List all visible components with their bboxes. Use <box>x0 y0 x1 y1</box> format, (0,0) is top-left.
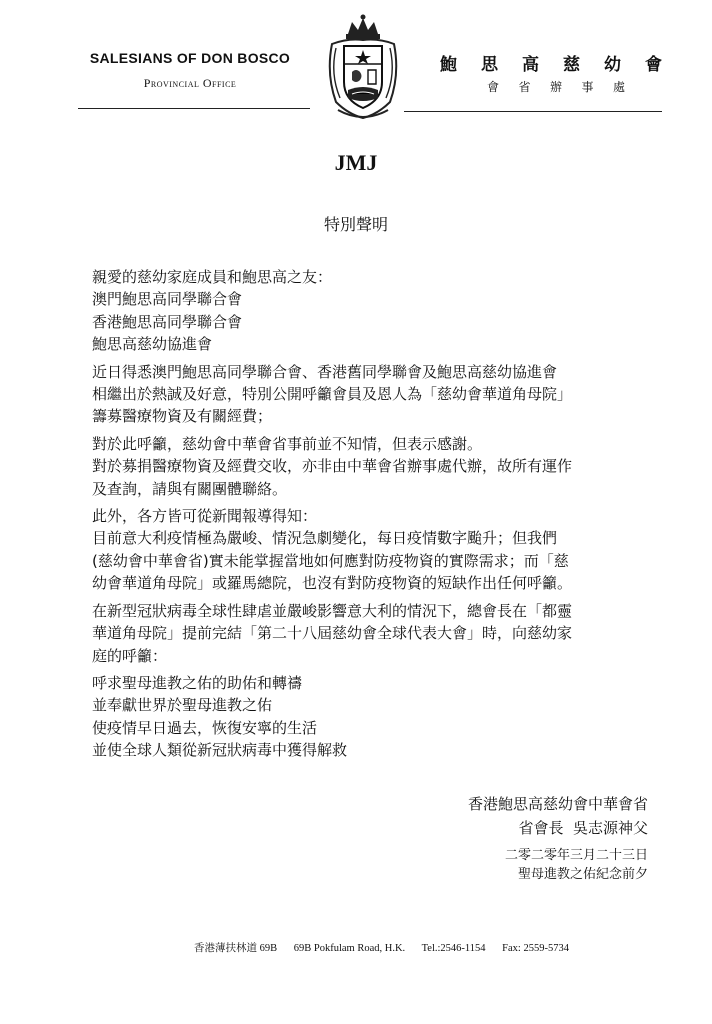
text-line: 在新型冠狀病毒全球性肆虐並嚴峻影響意大利的情況下，總會長在「都靈 <box>92 601 573 620</box>
text-line: 華道角母院」提前完結「第二十八屆慈幼會全球代表大會」時，向慈幼家 <box>92 624 573 643</box>
text-line: 親愛的慈幼家庭成員和鮑思高之友： <box>92 268 333 286</box>
text-line: 庭的呼籲： <box>92 646 168 665</box>
footer-address-english: 69B Pokfulam Road, H.K. <box>293 943 406 954</box>
text-line: 目前意大利疫情極為嚴峻、情況急劇變化，每日疫情數字颱升；但我們 <box>92 529 558 548</box>
text-line: 此外，各方皆可從新聞報導得知： <box>92 507 318 526</box>
footer-contact <box>194 940 583 955</box>
document-title: 特別聲明 <box>323 215 388 234</box>
letter-body <box>92 266 652 767</box>
text-line: 相繼出於熱誠及好意，特別公開呼籲會員及恩人為「慈幼會華道角母院」 <box>92 385 573 404</box>
letterhead-rule-left <box>78 108 310 109</box>
paragraph-prayer <box>92 672 652 762</box>
occasion-line: 聖母進教之佑紀念前夕 <box>517 867 648 882</box>
org-name-english: SALESIANS OF DON BOSCO <box>89 50 291 66</box>
text-line: 籌募醫療物資及有關經費； <box>92 407 273 426</box>
org-name-chinese <box>440 50 662 75</box>
org-zh-char: 會 <box>645 55 662 75</box>
text-line: 近日得悉澳門鮑思高同學聯合會、香港舊同學聯會及鮑思高慈幼協進會 <box>92 362 558 381</box>
text-line: 對於募捐醫療物資及經費交收，亦非由中華會省辦事處代辦，故所有運作 <box>92 457 573 476</box>
signature-org: 香港鮑思高慈幼會中華會省 <box>467 795 648 813</box>
paragraph-rector-major-appeal <box>92 600 652 667</box>
text-line: 鮑思高慈幼協進會 <box>92 335 213 354</box>
org-zh-char: 鮑 <box>440 55 457 75</box>
org-zh-char: 慈 <box>563 55 580 75</box>
org-subtitle-english: Provincial Office <box>143 76 237 90</box>
paragraph-appeal-notice <box>92 361 652 428</box>
org-zh-char: 高 <box>522 55 539 75</box>
org-zh-sub-char: 會 <box>487 80 500 94</box>
date-block <box>505 846 648 884</box>
footer-fax: Fax: 2559-5734 <box>502 943 569 954</box>
text-line: 澳門鮑思高同學聯合會 <box>92 290 243 309</box>
org-zh-sub-char: 省 <box>518 80 531 94</box>
text-line: 幼會華道角母院」或羅馬總院，也沒有對防疫物資的短缺作出任何呼籲。 <box>92 574 573 593</box>
text-line: 並奉獻世界於聖母進教之佑 <box>92 696 273 715</box>
jmj-heading: JMJ <box>334 150 378 175</box>
org-zh-sub-char: 辦 <box>549 80 562 94</box>
paragraph-salutation <box>92 266 652 356</box>
text-line: 並使全球人類從新冠狀病毒中獲得解救 <box>92 741 348 760</box>
salesian-coat-of-arms-icon <box>318 14 408 122</box>
org-zh-char: 幼 <box>604 55 621 75</box>
org-zh-sub-char: 處 <box>612 80 625 94</box>
date-line: 二零二零年三月二十三日 <box>504 848 648 863</box>
text-line: 對於此呼籲，慈幼會中華會省事前並不知情，但表示感謝。 <box>92 434 483 453</box>
paragraph-italy-situation <box>92 505 652 595</box>
text-line: 呼求聖母進教之佑的助佑和轉禱 <box>92 673 303 692</box>
signature-person: 省會長 吳志源神父 <box>518 819 648 837</box>
text-line: 香港鮑思高同學聯合會 <box>92 312 243 331</box>
org-zh-char: 思 <box>481 55 498 75</box>
text-line: (慈幼會中華會省)實未能掌握當地如何應對防疫物資的實際需求；而「慈 <box>92 551 569 570</box>
org-subtitle-chinese <box>487 78 625 95</box>
org-zh-sub-char: 事 <box>581 80 594 94</box>
paragraph-province-position <box>92 433 652 500</box>
footer-telephone: Tel.:2546-1154 <box>421 943 486 954</box>
text-line: 及查詢，請與有關團體聯絡。 <box>92 479 288 498</box>
letterhead-rule-right <box>404 111 662 112</box>
text-line: 使疫情早日過去，恢復安寧的生活 <box>92 718 318 737</box>
signature-block <box>468 792 648 840</box>
footer-address-chinese: 香港薄扶林道 69B <box>194 943 278 954</box>
